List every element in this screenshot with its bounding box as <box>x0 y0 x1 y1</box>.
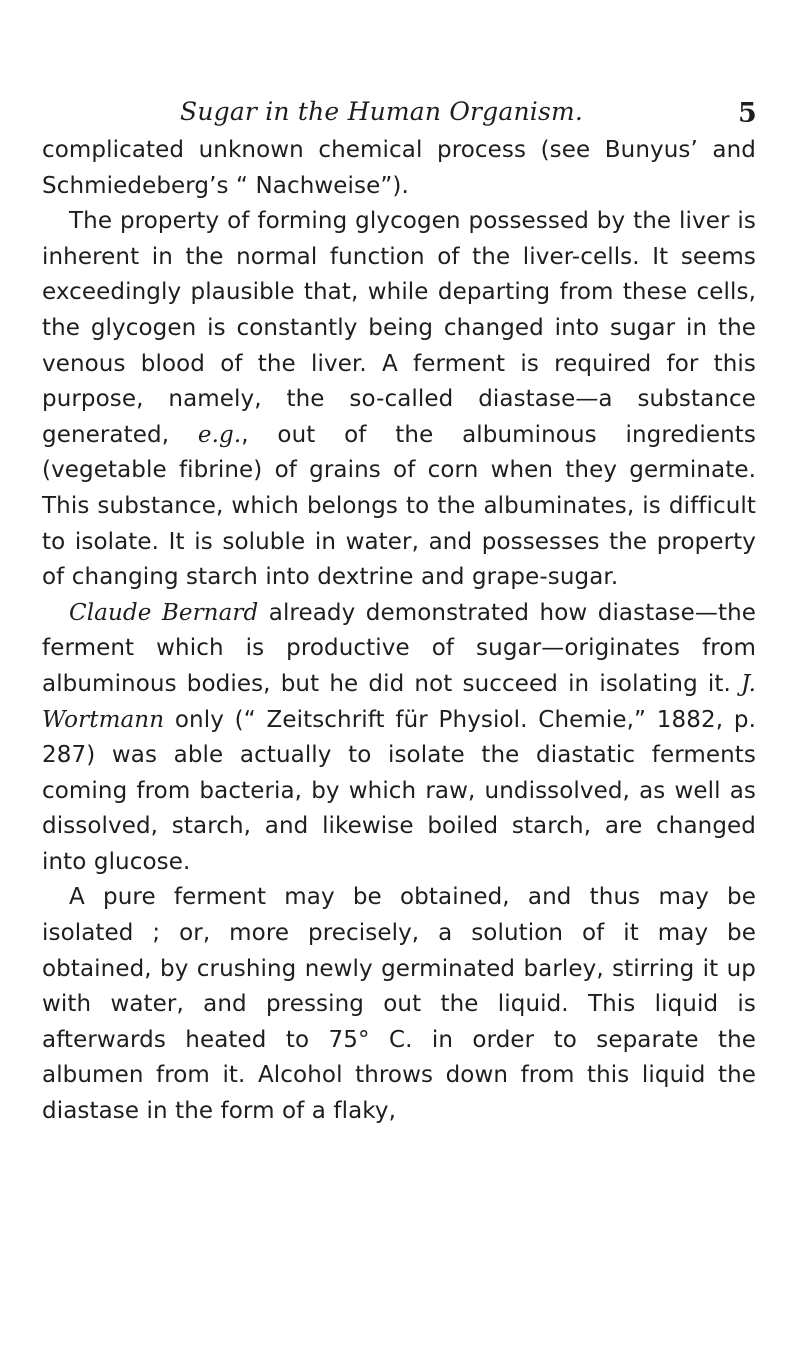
text-segment: complicated unknown chemical process (see Bunyus’ and Schmiedeberg’s “ Nachweise”). <box>42 137 756 199</box>
text-segment: A pure ferment may be obtained, and thus may be isolated ; or, more precisely, a solution of it may be obtained, by crushing newly germinated barley, stirring it up with water, and pressing out the liquid. This liquid is afterwards heated to 75° C. in order to separate the albumen from it. Alcohol throws down from this liquid the diastase in the form of a flaky, <box>42 884 756 1125</box>
italic-text-segment: Claude Bernard <box>69 599 259 626</box>
italic-text-segment: e.g. <box>197 421 242 448</box>
text-segment: already demonstrated how diastase—the ferment which is productive of sugar—originates from albuminous bodies, but he did not succeed in isolating it. <box>42 599 757 697</box>
text-segment: only (“ Zeitschrift für Physiol. Chemie,” 1882, p. 287) was able actually to isolate the diastatic ferments coming from bacteria, by which raw, undissolved, as well as dissolved, starch, and likewise boiled starch, are changed into glucose. <box>42 706 756 875</box>
running-head <box>0 94 801 130</box>
body-text <box>42 133 756 1130</box>
text-segment: The property of forming glycogen possessed by the liver is inherent in the normal function of the liver-cells. It seems exceedingly plausible that, while departing from these cells, the glycogen is constantly being changed into sugar in the venous blood of the liver. A ferment is required for this purpose, namely, the so-called diastase—a substance generated, <box>42 208 756 448</box>
italic-text-segment: J. Wortmann <box>42 670 756 733</box>
running-title: Sugar in the Human Organism. <box>180 97 584 126</box>
page-number: 5 <box>738 98 757 129</box>
paragraph <box>42 880 756 1129</box>
paragraph <box>42 133 756 204</box>
text-segment: , out of the albuminous ingredients (vegetable fibrine) of grains of corn when they germinate. This substance, which belongs to the albuminates, is difficult to isolate. It is soluble in water, and possesses the property of changing starch into dextrine and grape-sugar. <box>42 421 756 591</box>
paragraph <box>42 596 756 881</box>
paragraph <box>42 204 756 596</box>
